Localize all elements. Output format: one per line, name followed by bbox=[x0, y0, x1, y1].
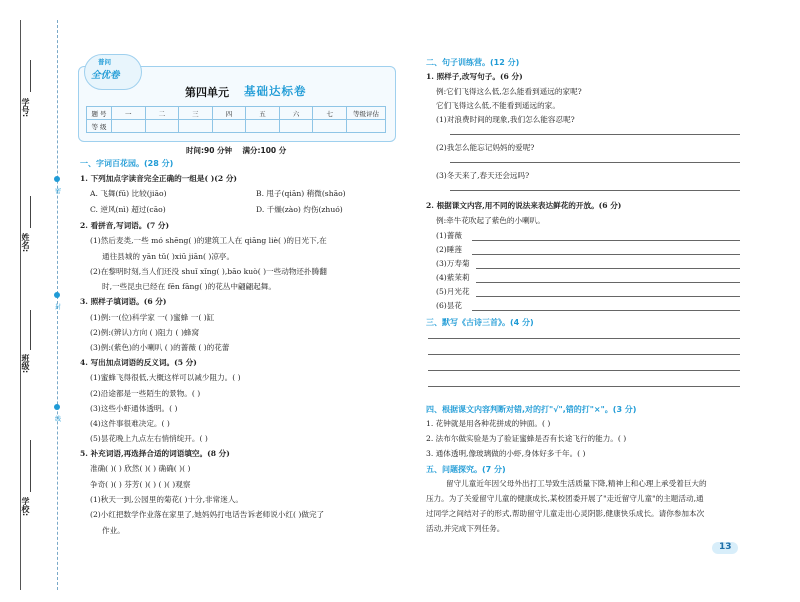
q4-stem: 4. 写出加点词语的反义词。(5 分) bbox=[80, 358, 197, 367]
q4-item-2[interactable]: (2)沿途都是一些陌生的景物。( ) bbox=[90, 389, 201, 398]
col-eval: 等级评估 bbox=[347, 107, 386, 120]
grade-cell[interactable] bbox=[279, 120, 313, 133]
score-row-question bbox=[87, 107, 386, 120]
class-blank[interactable] bbox=[30, 310, 31, 350]
class-label: 班级: bbox=[21, 354, 30, 374]
cut-dot bbox=[54, 292, 60, 298]
q3-stem: 3. 照样子填词语。(6 分) bbox=[80, 297, 167, 306]
col-7: 七 bbox=[313, 107, 347, 120]
q4-item-5[interactable]: (5)昙花晚上九点左右悄悄绽开。( ) bbox=[90, 434, 208, 443]
q5-row-2[interactable]: 争奇( )( ) 芬芳( )( ) ( )( )观察 bbox=[90, 480, 191, 489]
grade-cell[interactable] bbox=[246, 120, 280, 133]
q1-option-d[interactable]: D. 千燥(zào) 灼伤(zhuó) bbox=[256, 205, 343, 214]
q2-item-1b[interactable]: 通往县城的 yān tǔ( )xiū jiān( )凉亭。 bbox=[102, 252, 235, 261]
r2-item-5: (5)月光花 bbox=[436, 287, 470, 296]
r2-stem: 2. 根据课文内容,用不同的说法来表达鲜花的开放。(6 分) bbox=[426, 201, 622, 210]
q5-item-2[interactable]: (2)小红把数学作业落在家里了,她妈妈打电话告诉老师说小红( )做完了 bbox=[90, 510, 325, 519]
student-id-label: 学号: bbox=[21, 98, 30, 118]
passage-line-3: 过同学之间结对子的形式,帮助留守儿童走出心灵阴影,健康快乐成长。请你参加本次 bbox=[426, 509, 705, 518]
q1-option-b[interactable]: B. 甩子(qiān) 稍微(shāo) bbox=[256, 189, 346, 198]
r1-example-1: 例:它们飞得这么低,怎么能看到遥远的家呢? bbox=[436, 87, 582, 96]
poem-line[interactable] bbox=[428, 338, 740, 339]
score-table bbox=[86, 106, 386, 133]
r1-item-2: (2)我怎么能忘记妈妈的爱呢? bbox=[436, 143, 535, 152]
passage-line-1: 留守儿童近年因父母外出打工导致生活质量下降,精神上和心理上承受着巨大的 bbox=[446, 479, 707, 488]
passage-line-4: 活动,并完成下列任务。 bbox=[426, 524, 505, 533]
q5-item-1[interactable]: (1)秋天一到,公园里的菊花( )十分,非常迷人。 bbox=[90, 495, 244, 504]
passage-line-2: 压力。为了关爱留守儿童的健康成长,某校团委开展了"走近留守儿童"的主题活动,通 bbox=[426, 494, 704, 503]
q1-option-a[interactable]: A. 飞舞(fū) 比较(jiāo) bbox=[90, 189, 167, 198]
r1-answer-line-2[interactable] bbox=[450, 162, 740, 163]
section-2-title: 二、句子训练营。(12 分) bbox=[426, 58, 520, 67]
q5-row-1[interactable]: 准确( )( ) 欣然( )( ) 确确( )( ) bbox=[90, 464, 191, 473]
time-info: 时间:90 分钟 满分:100 分 bbox=[186, 146, 287, 155]
student-id-blank[interactable] bbox=[30, 60, 31, 92]
r2-example: 例:牵牛花吹起了紫色的小喇叭。 bbox=[436, 216, 545, 225]
r2-answer-line[interactable] bbox=[472, 240, 740, 241]
poem-line[interactable] bbox=[428, 354, 740, 355]
r2-item-3: (3)万寿菊 bbox=[436, 259, 470, 268]
seal-tag: 密 bbox=[55, 188, 62, 195]
q1-option-c[interactable]: C. 逆风(nì) 超过(cāo) bbox=[90, 205, 166, 214]
grade-cell[interactable] bbox=[112, 120, 146, 133]
poem-line[interactable] bbox=[428, 386, 740, 387]
r2-answer-line[interactable] bbox=[472, 254, 740, 255]
r2-answer-line[interactable] bbox=[476, 296, 740, 297]
page-title: 基础达标卷 bbox=[244, 84, 307, 98]
grade-cell[interactable] bbox=[212, 120, 246, 133]
q2-stem: 2. 看拼音,写词语。(7 分) bbox=[80, 221, 170, 230]
r2-item-6: (6)昙花 bbox=[436, 301, 462, 310]
name-label: 姓名: bbox=[21, 233, 30, 253]
section-1-title: 一、字词百花园。(28 分) bbox=[80, 159, 174, 168]
col-3: 三 bbox=[179, 107, 213, 120]
r1-stem: 1. 照样子,改写句子。(6 分) bbox=[426, 72, 523, 81]
q4-item-3[interactable]: (3)这些小虾通体透明。( ) bbox=[90, 404, 178, 413]
r1-item-3: (3)冬天来了,春天还会远吗? bbox=[436, 171, 530, 180]
section-4-title: 四、根据课文内容判断对错,对的打"√",错的打"×"。(3 分) bbox=[426, 405, 637, 414]
section-3-title: 三、默写《古诗三首》。(4 分) bbox=[426, 318, 534, 327]
q2-item-1[interactable]: (1)然后麦类,一些 mó shēng( )的建筑工人在 qiāng liè( )的日光下,在 bbox=[90, 236, 327, 245]
q3-item-2[interactable]: (2)例:(辨认)方向 ( )阻力 ( )蜂窝 bbox=[90, 328, 200, 337]
col-2: 二 bbox=[145, 107, 179, 120]
q4-item-4[interactable]: (4)这件事很难决定。( ) bbox=[90, 419, 170, 428]
q5-stem: 5. 补充词语,再选择合适的词语填空。(8 分) bbox=[80, 449, 230, 458]
cut-tag: 封 bbox=[55, 304, 62, 311]
col-6: 六 bbox=[279, 107, 313, 120]
score-row-grade bbox=[87, 120, 386, 133]
col-4: 四 bbox=[212, 107, 246, 120]
grade-cell[interactable] bbox=[179, 120, 213, 133]
grade-cell[interactable] bbox=[145, 120, 179, 133]
q2-item-2b[interactable]: 时,一些昆虫已经在 fēn fāng( )的花丛中翩翩起舞。 bbox=[102, 282, 276, 291]
r1-example-2: 它们飞得这么低,不能看到遥远的家。 bbox=[436, 101, 560, 110]
page-number: 13 bbox=[719, 542, 732, 552]
school-blank[interactable] bbox=[30, 440, 31, 492]
seal-dot bbox=[54, 176, 60, 182]
q4-item-1[interactable]: (1)蜜蜂飞得很低,大概这样可以减少阻力。( ) bbox=[90, 373, 241, 382]
q1-stem: 1. 下列加点字读音完全正确的一组是( )(2 分) bbox=[80, 174, 238, 183]
r2-item-4: (4)紫茉莉 bbox=[436, 273, 470, 282]
judge-item-1[interactable]: 1. 花钟就是用各种花拼成的钟面。( ) bbox=[426, 419, 551, 428]
r2-answer-line[interactable] bbox=[476, 282, 740, 283]
r2-item-2: (2)睡莲 bbox=[436, 245, 462, 254]
r2-item-1: (1)蔷薇 bbox=[436, 231, 462, 240]
unit-title: 第四单元 bbox=[185, 86, 229, 99]
r1-item-1: (1)对浪费时间的现象,我们怎么能容忍呢? bbox=[436, 115, 575, 124]
r2-answer-line[interactable] bbox=[476, 268, 740, 269]
line-tag: 线 bbox=[55, 416, 62, 423]
name-blank[interactable] bbox=[30, 196, 31, 228]
poem-line[interactable] bbox=[428, 370, 740, 371]
grade-cell[interactable] bbox=[347, 120, 386, 133]
q2-item-2[interactable]: (2)在黎明时刻,当人们还没 shuǐ xǐng( ),bāo kuò( )一些动物还扑腾翻 bbox=[90, 267, 327, 276]
logo-bottom: 全优卷 bbox=[91, 70, 120, 81]
q5-item-2b: 作业。 bbox=[102, 526, 125, 535]
row-label-question: 题 号 bbox=[87, 107, 112, 120]
grade-cell[interactable] bbox=[313, 120, 347, 133]
r1-answer-line-3[interactable] bbox=[450, 190, 740, 191]
judge-item-3[interactable]: 3. 通体透明,像玻璃做的小虾,身体好多千年。( ) bbox=[426, 449, 586, 458]
judge-item-2[interactable]: 2. 法布尔做实验是为了验证蜜蜂是否有长途飞行的能力。( ) bbox=[426, 434, 627, 443]
logo-top: 普问 bbox=[98, 58, 111, 66]
q3-item-3[interactable]: (3)例:(紫色)的小喇叭 ( )的蔷薇 ( )的花蕾 bbox=[90, 343, 230, 352]
section-5-title: 五、问题探究。(7 分) bbox=[426, 465, 506, 474]
col-5: 五 bbox=[246, 107, 280, 120]
col-1: 一 bbox=[112, 107, 146, 120]
q3-item-1[interactable]: (1)例:一(位)科学家 一( )蜜蜂 一( )缸 bbox=[90, 313, 215, 322]
r1-answer-line-1[interactable] bbox=[450, 134, 740, 135]
r2-answer-line[interactable] bbox=[472, 310, 740, 311]
school-label: 学校: bbox=[21, 497, 30, 517]
line-dot bbox=[54, 404, 60, 410]
row-label-grade: 等 级 bbox=[87, 120, 112, 133]
